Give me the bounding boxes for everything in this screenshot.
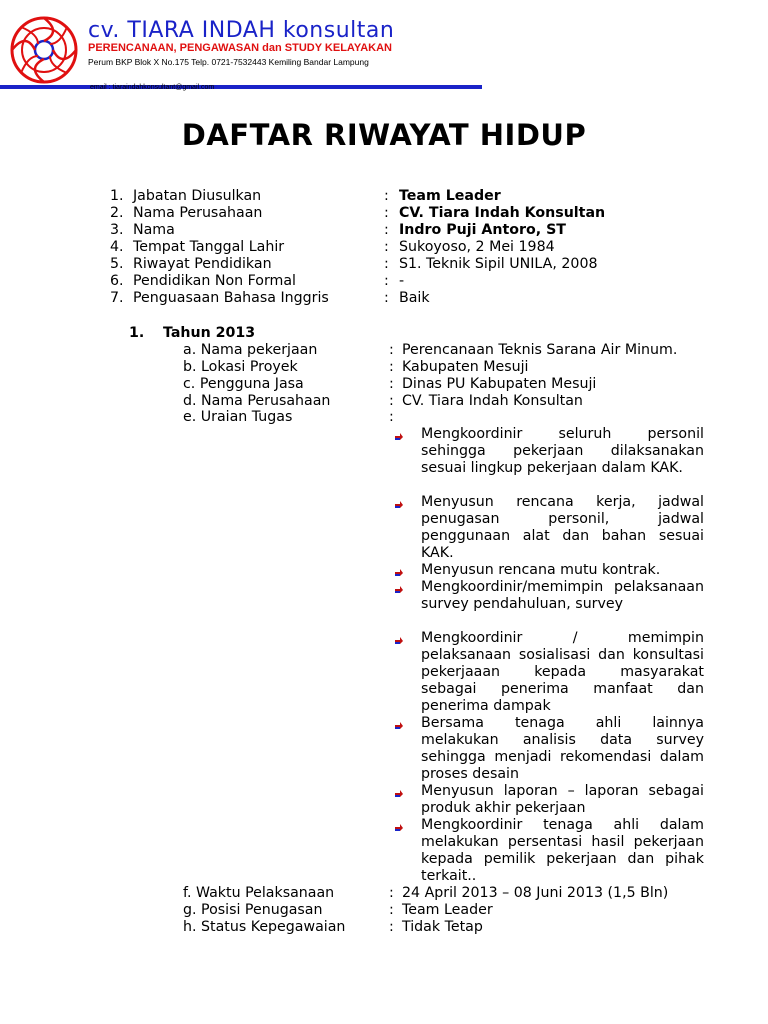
company-email: email : tiaraindahkonsultant@gmail.com	[90, 84, 215, 91]
task-item: Mengkoordinir / memimpin pelaksanaan sosialisasi dan konsultasi pekerjaaan kepada masyarakat sebagai penerima manfaat dan penerima dampak	[421, 630, 704, 714]
header-divider	[0, 85, 482, 89]
bullet-arrow-icon	[394, 635, 404, 645]
task-item: Bersama tenaga ahli lainnya melakukan analisis data survey sehingga menjadi rekomendasi dalam proses desain	[421, 715, 704, 782]
bullet-arrow-icon	[394, 567, 404, 577]
bullet-arrow-icon	[394, 584, 404, 594]
task-item: Menyusun rencana kerja, jadwal penugasan personil, jadwal penggunaan alat dan bahan sesuai KAK.	[421, 494, 704, 561]
task-item: Menyusun rencana mutu kontrak.	[421, 562, 661, 578]
task-item: Menyusun laporan – laporan sebagai produk akhir pekerjaan	[421, 783, 704, 816]
company-logo-icon	[8, 14, 80, 86]
bullet-arrow-icon	[394, 431, 404, 441]
bullet-arrow-icon	[394, 822, 404, 832]
company-name: cv. TIARA INDAH konsultan	[88, 18, 395, 43]
task-item: Mengkoordinir seluruh personil sehingga pekerjaan dilaksanakan sesuai lingkup pekerjaan dalam KAK.	[421, 426, 704, 476]
bullet-arrow-icon	[394, 720, 404, 730]
bullet-arrow-icon	[394, 499, 404, 509]
task-item: Mengkoordinir tenaga ahli dalam melakukan persentasi hasil pekerjaan kepada pemilik pekerjaan dan pihak terkait..	[421, 817, 704, 884]
task-item: Mengkoordinir/memimpin pelaksanaan survey pendahuluan, survey	[421, 579, 704, 612]
company-address: Perum BKP Blok X No.175 Telp. 0721-7532443 Kemiling Bandar Lampung	[88, 57, 369, 67]
company-services: PERENCANAAN, PENGAWASAN dan STUDY KELAYAKAN	[88, 42, 392, 54]
bullet-arrow-icon	[394, 788, 404, 798]
letterhead	[0, 0, 768, 100]
document-title: DAFTAR RIWAYAT HIDUP	[181, 118, 587, 152]
